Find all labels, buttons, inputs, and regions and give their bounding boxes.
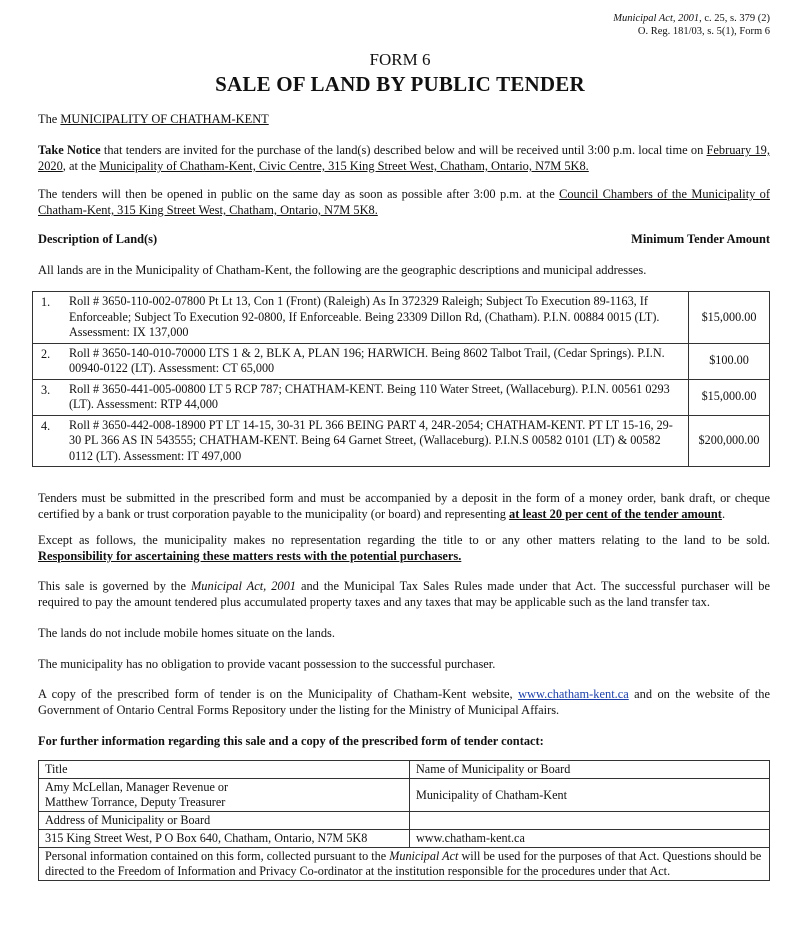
regulation-citation: O. Reg. 181/03, s. 5(1), Form 6 bbox=[637, 26, 770, 37]
address-value: 315 King Street West, P O Box 640, Chatham, Ontario, N7M 5K8 bbox=[39, 830, 410, 848]
land-min-amount: $15,000.00 bbox=[689, 292, 770, 344]
opening-paragraph bbox=[38, 186, 770, 218]
vacant-possession-note: The municipality has no obligation to provide vacant possession to the successful purchaser. bbox=[38, 657, 496, 671]
deposit-end: . bbox=[721, 507, 726, 521]
tender-receipt-place: Municipality of Chatham-Kent, Civic Centre, 315 King Street West, Chatham, Ontario, N7M 5K8. bbox=[99, 159, 589, 173]
purchaser-responsibility: Responsibility for ascertaining these matters rests with the potential purchasers. bbox=[38, 549, 462, 563]
privacy-notice bbox=[39, 848, 770, 881]
contact-name-1: Amy McLellan, Manager Revenue or bbox=[45, 780, 229, 794]
contact-names bbox=[39, 779, 410, 812]
land-min-amount: $15,000.00 bbox=[689, 379, 770, 415]
contact-table bbox=[38, 760, 770, 881]
deposit-text: Tenders must be submitted in the prescribed form and must be accompanied by a deposit in the form of a money order, bank draft, or cheque certified by a bank or trust corporation payable to the municipality (or board) and representing bbox=[38, 491, 770, 521]
land-row bbox=[33, 343, 770, 379]
title-label: Title bbox=[39, 761, 410, 779]
municipality-prefix: The bbox=[38, 112, 61, 126]
privacy-post: will be used for the purposes of that Act. Questions should be directed to the Freedom of Information and Privacy Co-ordinator at the institution responsible for the procedures under that Act. bbox=[45, 849, 762, 878]
land-min-amount: $100.00 bbox=[689, 343, 770, 379]
min-amount-heading: Minimum Tender Amount bbox=[631, 232, 770, 246]
take-notice-paragraph bbox=[38, 142, 770, 174]
contact-name-2: Matthew Torrance, Deputy Treasurer bbox=[45, 795, 226, 809]
act-section: , c. 25, s. 379 (2) bbox=[699, 13, 770, 24]
lands-table bbox=[32, 291, 770, 467]
copy-pre: A copy of the prescribed form of tender is on the Municipality of Chatham-Kent website, bbox=[38, 687, 519, 701]
municipality-name: MUNICIPALITY OF CHATHAM-KENT bbox=[60, 112, 269, 126]
act-citation: Municipal Act, 2001 bbox=[613, 13, 700, 24]
notice-text: that tenders are invited for the purchase of the land(s) described below and will be received until 3:00 p.m. local time on bbox=[100, 143, 707, 157]
land-number: 1. bbox=[33, 292, 66, 344]
land-number: 4. bbox=[33, 415, 66, 467]
form-title: SALE OF LAND BY PUBLIC TENDER bbox=[215, 72, 585, 96]
opening-place: Council Chambers of the Municipality of Chatham-Kent, 315 King Street West, Chatham, Ontario, N7M 5K8. bbox=[38, 187, 770, 217]
land-row bbox=[33, 379, 770, 415]
tender-deadline-date: February 19, 2020 bbox=[38, 143, 770, 173]
land-description: Roll # 3650-110-002-07800 Pt Lt 13, Con 1 (Front) (Raleigh) As In 372329 Raleigh; Subject To Execution 89-1163, If Enforceable; Subject To Execution 92-0800, If Enforceable. Being 23309 Dillon Rd, (Chatham). P.I.N. 00884 0015 (LT). Assessment: IX 137,000 bbox=[65, 292, 689, 344]
description-heading: Description of Land(s) bbox=[38, 232, 158, 246]
representation-text: Except as follows, the municipality makes no representation regarding the title to or any other matters relating to the land to be sold. bbox=[38, 533, 770, 547]
municipality-line bbox=[38, 111, 770, 127]
address-label: Address of Municipality or Board bbox=[39, 812, 410, 830]
land-number: 3. bbox=[33, 379, 66, 415]
municipality-name-cell: Municipality of Chatham-Kent bbox=[410, 779, 770, 812]
opening-text: The tenders will then be opened in public on the same day as soon as possible after 3:00 p.m. at the bbox=[38, 187, 560, 201]
website-link[interactable]: www.chatham-kent.ca bbox=[518, 687, 629, 701]
representation-paragraph bbox=[38, 532, 770, 564]
copy-post: and on the website of the Government of Ontario Central Forms Repository under the listing for the Ministry of Municipal Affairs. bbox=[38, 687, 770, 717]
statute-reference bbox=[613, 12, 770, 38]
land-description: Roll # 3650-442-008-18900 PT LT 14-15, 30-31 PL 366 BEING PART 4, 24R-2054; CHATHAM-KENT. PT LT 15-16, 29-30 PL 366 AS IN 543555; CHATHAM-KENT. Being 64 Garnet Street, (Wallaceburg). P.I.N.S 00582 0101 (LT) & 00582 0112 (LT). Assessment: IT 497,000 bbox=[65, 415, 689, 467]
governed-post: and the Municipal Tax Sales Rules made under that Act. The successful purchaser will be required to pay the amount tendered plus accumulated property taxes and any taxes that may be applicable such as the land transfer tax. bbox=[38, 579, 771, 609]
contact-website: www.chatham-kent.ca bbox=[410, 830, 770, 848]
deposit-requirement: at least 20 per cent of the tender amount bbox=[509, 507, 722, 521]
land-description: Roll # 3650-140-010-70000 LTS 1 & 2, BLK A, PLAN 196; HARWICH. Being 8602 Talbot Trail, (Cedar Springs). P.I.N. 00940-0122 (LT). Assessment: CT 65,000 bbox=[65, 343, 689, 379]
land-number: 2. bbox=[33, 343, 66, 379]
deposit-paragraph bbox=[38, 490, 770, 522]
land-min-amount: $200,000.00 bbox=[689, 415, 770, 467]
privacy-pre: Personal information contained on this form, collected pursuant to the bbox=[45, 849, 390, 863]
take-notice-label: Take Notice bbox=[38, 143, 101, 157]
notice-mid: , at the bbox=[62, 159, 100, 173]
governed-paragraph bbox=[38, 578, 770, 610]
further-info-heading: For further information regarding this sale and a copy of the prescribed form of tender contact: bbox=[38, 734, 544, 748]
all-lands-note: All lands are in the Municipality of Chatham-Kent, the following are the geographic descriptions and municipal addresses. bbox=[38, 263, 647, 277]
land-description: Roll # 3650-441-005-00800 LT 5 RCP 787; CHATHAM-KENT. Being 110 Water Street, (Wallaceburg). P.I.N. 00561 0293 (LT). Assessment: RTP 44,000 bbox=[65, 379, 689, 415]
land-row bbox=[33, 415, 770, 467]
act-name: Municipal Act, 2001 bbox=[190, 579, 297, 593]
copy-paragraph bbox=[38, 686, 770, 718]
land-table-headings bbox=[38, 232, 770, 247]
mobile-homes-note: The lands do not include mobile homes situate on the lands. bbox=[38, 626, 335, 640]
land-row bbox=[33, 292, 770, 344]
form-number: FORM 6 bbox=[369, 50, 431, 69]
empty-cell bbox=[410, 812, 770, 830]
board-label: Name of Municipality or Board bbox=[410, 761, 770, 779]
privacy-act: Municipal Act bbox=[389, 849, 459, 863]
governed-pre: This sale is governed by the bbox=[38, 579, 191, 593]
